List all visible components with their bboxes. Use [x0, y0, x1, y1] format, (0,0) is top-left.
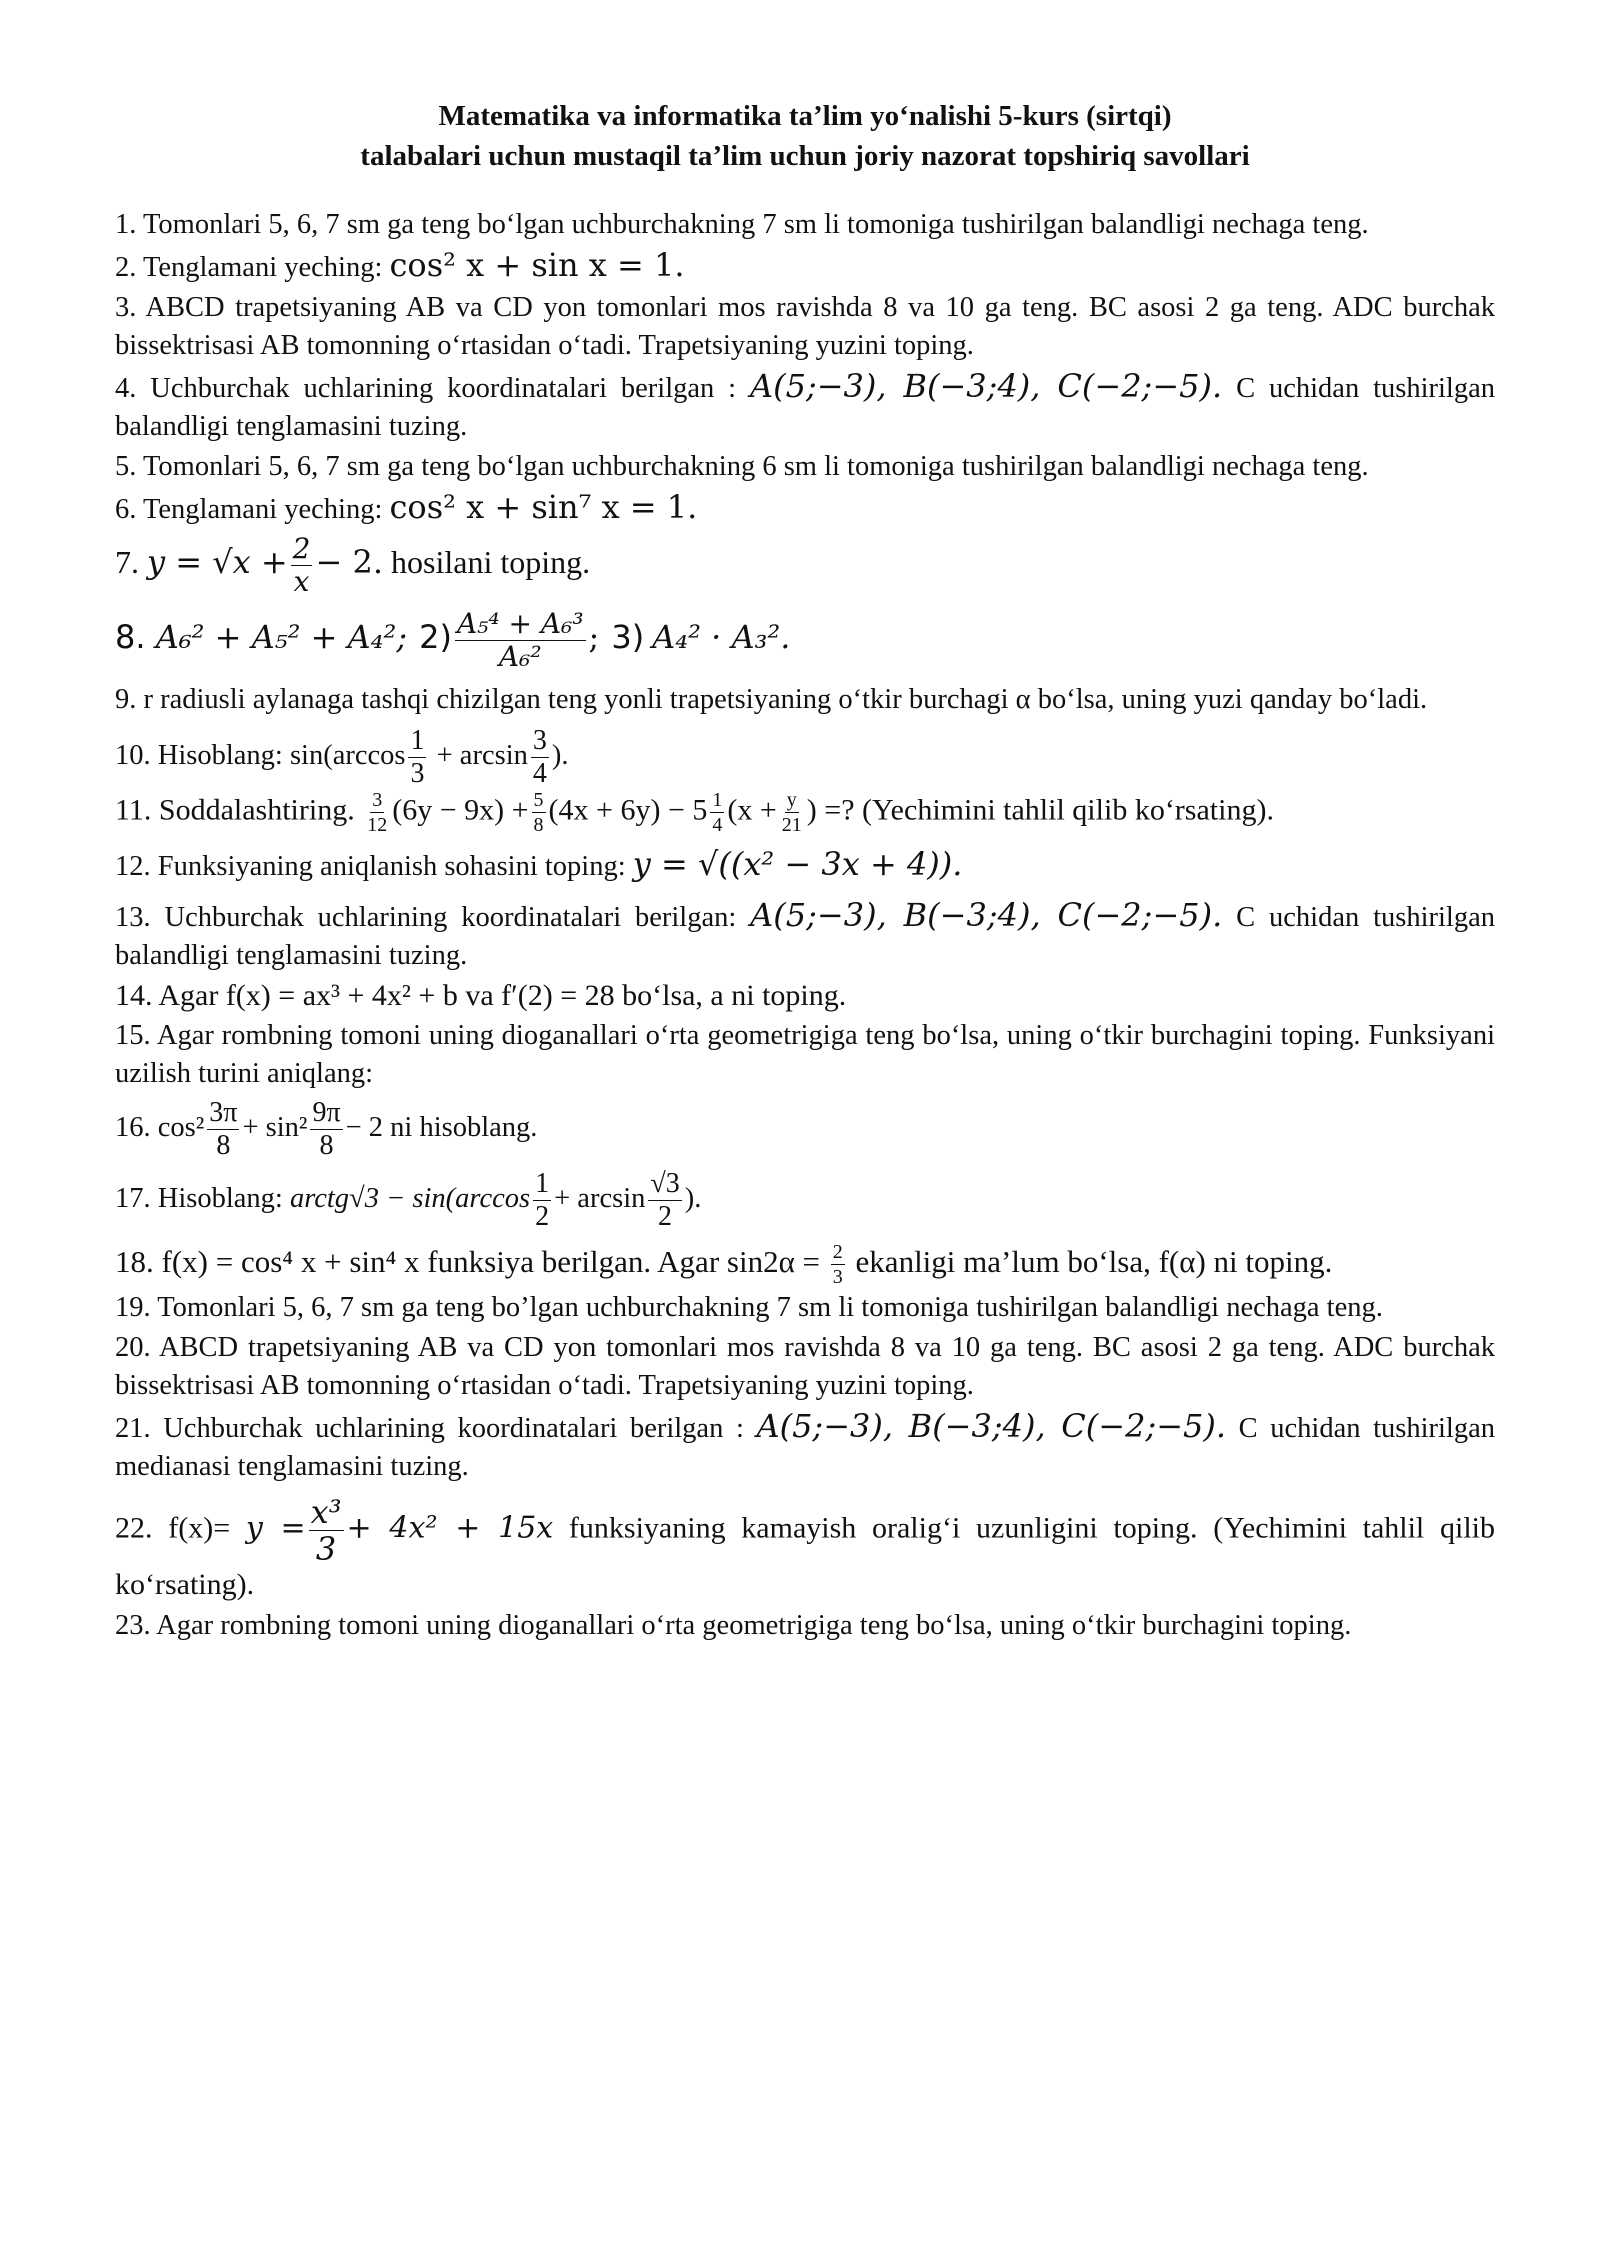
question-11-n3: 1 [712, 789, 723, 811]
question-22-d: 3 [315, 1530, 337, 1569]
question-13-tail: C uchidan tushirilgan balandligi tenglamasini tuzing. [115, 902, 1496, 971]
question-8-fraction [455, 607, 586, 673]
question-16-tail: ni hisoblang. [383, 1112, 538, 1144]
question-10-dot: . [561, 740, 569, 772]
question-18-d: 3 [832, 1266, 843, 1289]
question-7-prefix: 7. [115, 543, 147, 580]
question-22-n: x³ [310, 1493, 342, 1532]
document-page [115, 96, 1495, 1647]
question-11-n1: 3 [372, 789, 383, 811]
title-line-2: talabalari uchun mustaqil ta’lim uchun joriy nazorat topshiriq savollari [360, 140, 1250, 172]
question-8-label-2: 2) [419, 617, 452, 656]
question-6-formula: cos² x + sin⁷ x = 1. [389, 488, 698, 526]
question-8-part-1: A₆² + A₅² + A₄²; [155, 617, 408, 656]
question-22-frac [309, 1493, 344, 1569]
question-17-n1: 1 [535, 1168, 550, 1199]
question-2-text: 2. Tenglamani yeching: [115, 252, 390, 283]
question-7-rhs: − 2. [315, 542, 383, 581]
question-16-t1: cos² [157, 1112, 205, 1144]
question-11-frac-2 [532, 790, 546, 835]
question-18 [115, 1241, 1495, 1287]
question-1: 1. Tomonlari 5, 6, 7 sm ga teng bo‘lgan uchburchakning 7 sm li tomoniga tushirilgan balandligi nechaga teng. [115, 209, 1369, 240]
question-16-t3: − 2 [345, 1112, 384, 1144]
question-18-text-1: 18. f(x) = cos⁴ x + sin⁴ x funksiya berilgan. Agar sin2α = [115, 1244, 828, 1279]
question-20: 20. ABCD trapetsiyaning AB va CD yon tomonlari mos ravishda 8 va 10 ga teng. BC asosi 2 ga teng. ADC burchak bissektrisasi AB tomonning o‘rtasidan o‘tadi. Trapetsiyaning yuzini toping. [115, 1332, 1495, 1402]
question-10-label: 10. Hisoblang: [115, 740, 290, 772]
question-10 [115, 727, 1495, 788]
question-11-label: 11. Soddalashtiring. [115, 793, 363, 827]
question-22-t2: + 4x² + 15x [346, 1510, 554, 1546]
question-17-frac-1 [533, 1170, 551, 1231]
question-10-plus: + arcsin [429, 740, 528, 772]
question-17-label: 17. Hisoblang: [115, 1183, 290, 1215]
question-2-formula: cos² x + sin x = 1. [389, 246, 685, 284]
question-4-tail: C uchidan tushirilgan balandligi tenglamasini tuzing. [115, 373, 1496, 442]
question-11-n4: y [786, 789, 797, 811]
question-16-frac-2 [310, 1099, 342, 1160]
question-7-den: x [293, 565, 310, 598]
question-17-frac-2 [648, 1170, 681, 1231]
question-7-lhs: y = √x + [147, 542, 288, 581]
question-13 [115, 896, 1495, 975]
question-16-label: 16. [115, 1112, 158, 1144]
question-6-text: 6. Tenglamani yeching: [115, 494, 390, 525]
question-4 [115, 367, 1495, 446]
question-13-text: 13. Uchburchak uchlarining koordinatalari berilgan: [115, 902, 751, 933]
question-17-d2: 2 [658, 1201, 673, 1232]
question-4-points: A(5;−3), B(−3;4), C(−2;−5). [749, 367, 1223, 405]
question-10-fraction-1 [408, 727, 426, 788]
question-16-frac-1 [207, 1099, 239, 1160]
question-15: 15. Agar rombning tomoni uning dioganallari o‘rta geometrigiga teng bo‘lsa, uning o‘tkir burchagini toping. Funksiyani uzilish turini aniqlang: [115, 1020, 1495, 1089]
question-2 [115, 246, 1495, 287]
question-6 [115, 488, 1495, 529]
question-8-den: A₆² [498, 640, 542, 673]
question-17-n2: √3 [650, 1168, 680, 1199]
question-18-frac [831, 1242, 845, 1287]
question-11-n2: 5 [533, 789, 544, 811]
question-11-d4: 21 [781, 814, 802, 836]
question-17 [115, 1170, 1495, 1231]
question-16-d2: 8 [319, 1130, 334, 1161]
question-10-d1: 3 [410, 758, 425, 789]
question-11-t3: (x + [727, 793, 777, 827]
question-7 [115, 532, 1495, 598]
question-10-n2: 3 [532, 725, 547, 756]
question-10-n1: 1 [410, 725, 425, 756]
question-11 [115, 790, 1495, 835]
question-12 [115, 845, 1495, 886]
question-11-t2: (4x + 6y) − 5 [548, 793, 708, 827]
question-10-close: ) [551, 740, 562, 772]
question-14: 14. Agar f(x) = ax³ + 4x² + b va f′(2) = 28 bo‘lsa, a ni toping. [115, 979, 847, 1012]
title-line-1: Matematika va informatika ta’lim yo‘nalishi 5-kurs (sirtqi) [438, 100, 1172, 132]
question-22-label: 22. f(x)= [115, 1511, 246, 1545]
question-11-t1: (6y − 9x) + [392, 793, 529, 827]
question-16-n1: 3π [209, 1097, 238, 1128]
question-11-d2: 8 [533, 814, 544, 836]
question-list [115, 206, 1495, 1645]
question-7-num: 2 [292, 532, 311, 565]
question-16-n2: 9π [312, 1097, 341, 1128]
question-16-t2: + sin² [242, 1112, 308, 1144]
question-17-t2: + arcsin [554, 1183, 646, 1215]
question-11-d3: 4 [712, 814, 723, 836]
question-8-num: A₅⁴ + A₆³ [456, 607, 584, 640]
question-23: 23. Agar rombning tomoni uning dioganallari o‘rta geometrigiga teng bo‘lsa, uning o‘tkir burchagini toping. [115, 1610, 1352, 1642]
question-8-prefix: 8. [115, 617, 156, 656]
question-17-t3: ). [684, 1183, 702, 1215]
question-11-frac-4 [780, 790, 804, 835]
question-21-points: A(5;−3), B(−3;4), C(−2;−5). [756, 1407, 1227, 1446]
question-17-d1: 2 [535, 1201, 550, 1232]
question-8-part-3: A₄² · A₃². [652, 617, 791, 656]
question-12-text: 12. Funksiyaning aniqlanish sohasini toping: [115, 851, 633, 882]
question-18-n: 2 [832, 1241, 843, 1264]
question-11-tail: (Yechimini tahlil qilib ko‘rsating). [854, 793, 1274, 827]
question-10-f1: sin(arccos [289, 740, 406, 772]
question-11-frac-1 [365, 790, 389, 835]
question-11-t4: ) =? [806, 793, 855, 827]
question-10-d2: 4 [532, 758, 547, 789]
question-5: 5. Tomonlari 5, 6, 7 sm ga teng bo‘lgan uchburchakning 6 sm li tomoniga tushirilgan balandligi nechaga teng. [115, 451, 1369, 482]
document-title [115, 96, 1495, 176]
question-21-tail: C uchidan tushirilgan medianasi tenglamasini tuzing. [115, 1413, 1496, 1483]
question-7-fraction [291, 532, 313, 598]
question-7-tail: hosilani toping. [383, 543, 591, 580]
question-22 [115, 1493, 1495, 1605]
question-18-text-2: ekanligi ma’lum bo‘lsa, f(α) ni toping. [847, 1244, 1333, 1279]
question-22-t1: y = [245, 1510, 306, 1546]
question-13-points: A(5;−3), B(−3;4), C(−2;−5). [750, 896, 1223, 934]
question-21 [115, 1407, 1495, 1486]
question-17-t1: arctg√3 − sin(arccos [289, 1183, 531, 1215]
question-8 [115, 607, 1495, 673]
question-11-frac-3 [710, 790, 724, 835]
question-8-label-3: 3) [611, 617, 645, 656]
question-10-fraction-2 [531, 727, 549, 788]
question-19: 19. Tomonlari 5, 6, 7 sm ga teng bo’lgan uchburchakning 7 sm li tomoniga tushirilgan balandligi nechaga teng. [115, 1292, 1383, 1324]
question-4-text: 4. Uchburchak uchlarining koordinatalari berilgan : [115, 373, 750, 404]
question-9: 9. r radiusli aylanaga tashqi chizilgan teng yonli trapetsiyaning o‘tkir burchagi α bo‘lsa, uning yuzi qanday bo‘ladi. [115, 684, 1428, 715]
question-21-text: 21. Uchburchak uchlarining koordinatalari berilgan : [115, 1413, 757, 1445]
question-11-d1: 12 [367, 814, 388, 836]
question-12-formula: y = √((x² − 3x + 4)). [632, 845, 963, 883]
question-8-sep: ; [588, 617, 600, 656]
question-16-d1: 8 [216, 1130, 231, 1161]
question-16 [115, 1099, 1495, 1160]
question-22-tail: funksiyaning kamayish oralig‘i uzunligini toping. (Yechimini tahlil qilib ko‘rsating). [115, 1511, 1495, 1602]
question-3: 3. ABCD trapetsiyaning AB va CD yon tomonlari mos ravishda 8 va 10 ga teng. BC asosi 2 ga teng. ADC burchak bissektrisasi AB tomonning o‘rtasidan o‘tadi. Trapetsiyaning yuzini toping. [115, 292, 1495, 361]
